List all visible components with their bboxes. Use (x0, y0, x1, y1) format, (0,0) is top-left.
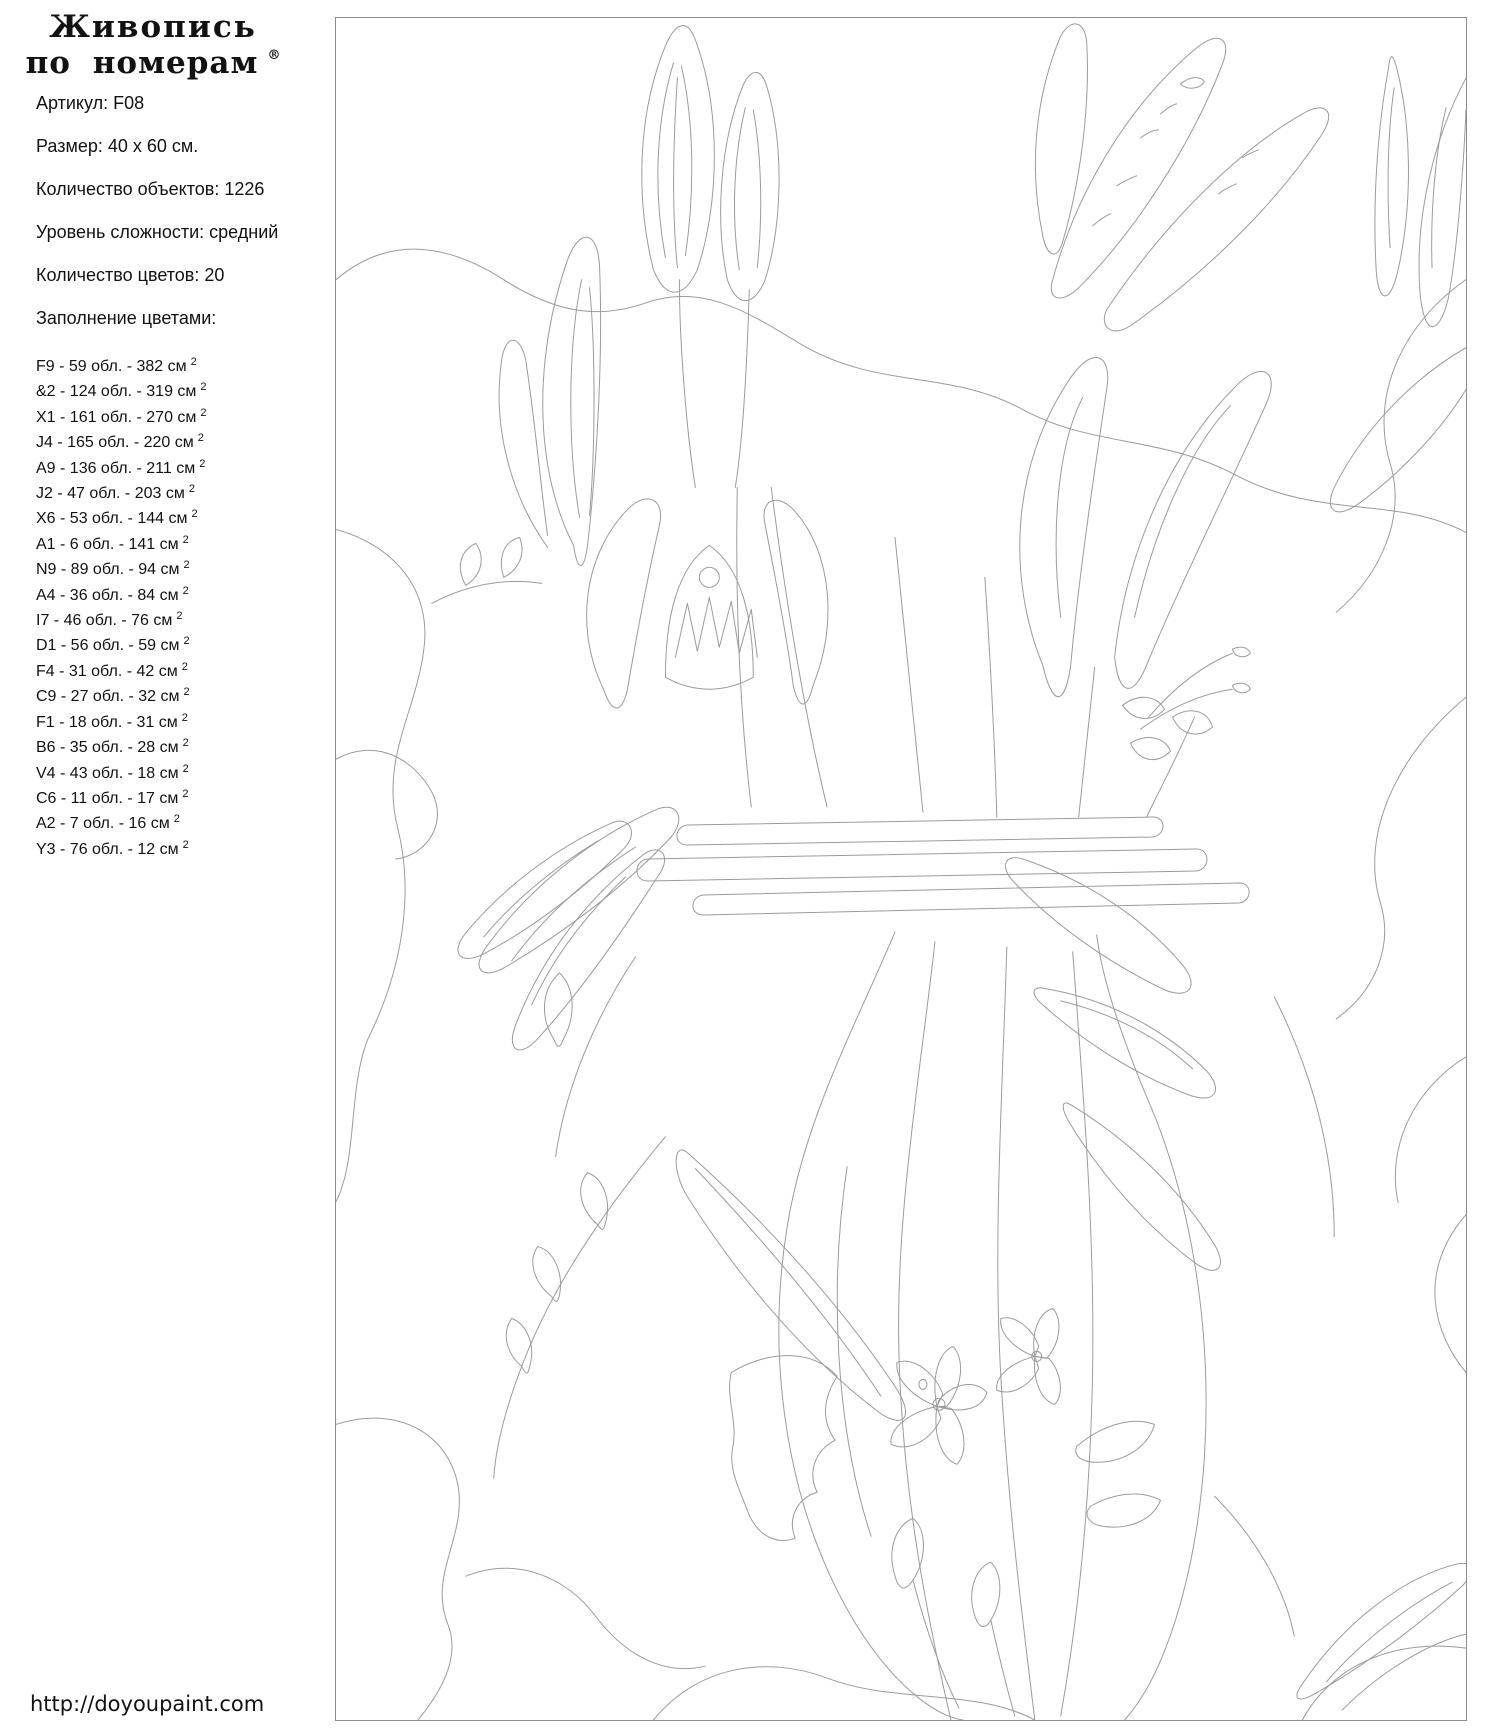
color-fill-item: X1 - 161 обл. - 270 см $^2$ (36, 406, 207, 426)
color-fill-item: X6 - 53 обл. - 144 см $^2$ (36, 508, 198, 528)
lily-right-edge (1330, 57, 1466, 512)
superscript: 2 (190, 356, 197, 368)
vase-body (779, 932, 1206, 1720)
superscript: 2 (176, 610, 183, 623)
color-fill-item: J4 - 165 обл. - 220 см $^2$ (36, 432, 204, 452)
flowers-bottom-right (730, 1308, 1161, 1716)
product-size: Размер: 40 x 60 см. (36, 136, 199, 156)
superscript: 2 (188, 483, 195, 496)
color-fill-item: &2 - 124 обл. - 319 см $^2$ (36, 381, 207, 401)
superscript: 2 (182, 584, 189, 597)
fill-colors-header: Заполнение цветами: (36, 308, 217, 328)
background-contours (336, 249, 1466, 1720)
color-fill-item: A9 - 136 обл. - 211 см $^2$ (36, 457, 206, 477)
superscript: 2 (182, 737, 189, 750)
superscript: 2 (182, 533, 189, 546)
color-fill-item: A1 - 6 обл. - 141 см $^2$ (36, 533, 189, 553)
superscript: 2 (200, 381, 207, 394)
superscript: 2 (173, 813, 180, 826)
superscript: 2 (183, 686, 190, 699)
leaves-right (1006, 858, 1221, 1271)
color-fill-item: J2 - 47 обл. - 203 см $^2$ (36, 483, 195, 503)
product-article: Артикул: F08 (36, 93, 145, 113)
superscript: 2 (182, 762, 189, 775)
lily-center (587, 499, 828, 708)
superscript: 2 (182, 787, 189, 800)
color-fill-item: I7 - 46 обл. - 76 см $^2$ (36, 610, 183, 630)
superscript: 2 (199, 457, 206, 470)
top-buds (642, 26, 779, 488)
superscript: 2 (182, 838, 189, 851)
paint-canvas (335, 17, 1467, 1721)
color-fill-item: V4 - 43 обл. - 18 см $^2$ (36, 762, 189, 782)
lily-center-right (1020, 358, 1271, 760)
superscript: 2 (183, 635, 190, 648)
color-fill-item: C6 - 11 обл. - 17 см $^2$ (36, 787, 189, 807)
superscript: 2 (181, 711, 188, 724)
brand-line1: Живопись (49, 9, 257, 45)
superscript: 2 (183, 559, 190, 572)
footer-url[interactable]: http://doyoupaint.com (30, 1692, 265, 1716)
color-fill-item: Y3 - 76 обл. - 12 см $^2$ (36, 838, 189, 858)
superscript: 2 (181, 660, 188, 673)
color-fill-item: A2 - 7 обл. - 16 см $^2$ (36, 813, 180, 833)
superscript: 2 (197, 432, 204, 445)
leaves-bottom-right-corner (1297, 1563, 1466, 1710)
color-fill-item: N9 - 89 обл. - 94 см $^2$ (36, 559, 190, 579)
superscript: 2 (200, 406, 207, 419)
color-fill-item: A4 - 36 обл. - 84 см $^2$ (36, 584, 189, 604)
lily-top-right (1035, 24, 1328, 331)
color-fill-item: F9 - 59 обл. - 382 см $^2$ (36, 356, 197, 375)
color-fill-item: F1 - 18 обл. - 31 см $^2$ (36, 711, 188, 731)
product-objects-count: Количество объектов: 1226 (36, 179, 265, 199)
color-fill-item: C9 - 27 обл. - 32 см $^2$ (36, 686, 190, 706)
color-fill-item: D1 - 56 обл. - 59 см $^2$ (36, 635, 190, 655)
lily-left (432, 237, 601, 603)
lily-drooping-left (458, 807, 679, 1050)
color-fill-item: F4 - 31 обл. - 42 см $^2$ (36, 660, 188, 680)
product-difficulty: Уровень сложности: средний (36, 222, 279, 242)
brand-line2: по номерам (25, 44, 259, 81)
product-colors-count: Количество цветов: 20 (36, 265, 225, 285)
color-fill-list (36, 352, 316, 860)
registered-trademark: ® (267, 47, 281, 63)
superscript: 2 (191, 508, 198, 521)
color-fill-item: B6 - 35 обл. - 28 см $^2$ (36, 737, 189, 757)
brand-logo (20, 10, 286, 81)
canvas-line-art (336, 18, 1466, 1720)
product-info (36, 94, 316, 352)
